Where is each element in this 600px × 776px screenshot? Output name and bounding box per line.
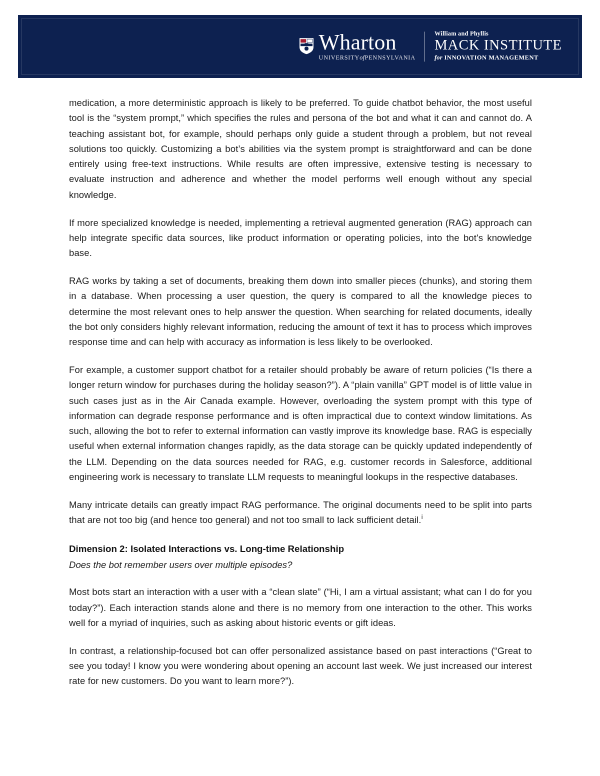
mack-tagline-rest: INNOVATION MANAGEMENT [444, 54, 539, 62]
wharton-name: Wharton [318, 29, 397, 55]
paragraph: RAG works by taking a set of documents, breaking them down into smaller pieces (chunks), and storing them in a database. When processing a user question, the query is compared to all the knowledge pieces to determine the most relevant ones to help answer the question. When searching for related documents, ideally the bot only considers highly relevant information, reducing the amount of text it has to process which improves response time and can help with accuracy as information is less likely to be overlooked. [69, 275, 532, 348]
paragraph: In contrast, a relationship-focused bot can offer personalized assistance based on past interactions (“Great to see you today! I know you were wondering about opening an account last week. We just increased our interest rate for new customers. Do you want to learn more?”). [69, 645, 532, 687]
mack-tagline-prefix: for [434, 54, 443, 62]
paragraph: For example, a customer support chatbot for a retailer should probably be aware of return policies (“Is there a longer return window for purchases during the holiday season?”). A “plain vanilla” GPT model is of little value in such cases just as in the Air Canada example. However, overloading the system prompt with this type of information can degrade response performance and is often impractical due to context window limitations. As such, allowing the bot to refer to external information can vastly improve its knowledge base. RAG is especially useful when external information changes rapidly, as the data storage can be quickly updated independently of the LLM. Depending on the data sources needed for RAG, e.g. customer records in Salesforce, additional engineering work is necessary to translate LLM requests to meaningful lookups in the respective databases. [69, 364, 532, 483]
header-banner [18, 15, 582, 78]
mack-name: MACK INSTITUTE [434, 37, 562, 54]
wharton-subtitle [319, 55, 416, 61]
paragraph-with-footnote [69, 498, 532, 529]
wharton-subtitle-prefix: UNIVERSITY [318, 55, 360, 62]
paragraph: medication, a more deterministic approach is likely to be preferred. To guide chatbot behavior, the most useful tool is the “system prompt,” which specifies the rules and persona of the bot and what it can and cannot do. A teaching assistant bot, for example, should perhaps only guide a student through a problem, but not reveal solutions too quickly. Customizing a bot’s abilities via the system prompt is straightforward and can be done entirely using free-text instructions. While results are often impressive, extensive testing is necessary to evaluate instruction and adherence and whether the model performs well enough without any special knowledge. [69, 98, 532, 200]
wharton-subtitle-suffix: PENNSYLVANIA [364, 55, 416, 62]
penn-shield-icon [299, 38, 314, 55]
paragraph: Most bots start an interaction with a user with a “clean slate” (“Hi, I am a virtual assistant; what can I do for you today?”). Each interaction stands alone and there is no memory from one interaction to the other. This works well for a myriad of inquiries, such as asking about historic events or gift ideas. [69, 587, 532, 629]
section-heading: Dimension 2: Isolated Interactions vs. Long-time Relationship [69, 542, 345, 554]
mack-eyebrow: William and Phyllis [434, 30, 489, 38]
logo-cluster [299, 31, 562, 62]
wharton-wordmark [319, 31, 416, 61]
section-subtitle: Does the bot remember users over multiple episodes? [69, 559, 293, 570]
paragraph-text: Many intricate details can greatly impact RAG performance. The original documents need to be split into parts that are not too big (and hence too general) and not too small to lack sufficient detail. [69, 499, 532, 526]
mack-tagline [434, 56, 562, 62]
document-body [69, 96, 532, 690]
logo-divider [424, 32, 425, 62]
paragraph: If more specialized knowledge is needed, implementing a retrieval augmented generation (RAG) approach can help integrate specific data sources, like product information or operating policies, into the bot's knowledge base. [69, 217, 532, 259]
footnote-marker: i [421, 514, 423, 522]
wharton-logo [299, 31, 416, 61]
mack-institute-logo [434, 31, 562, 62]
wharton-subtitle-of: of [359, 55, 365, 62]
